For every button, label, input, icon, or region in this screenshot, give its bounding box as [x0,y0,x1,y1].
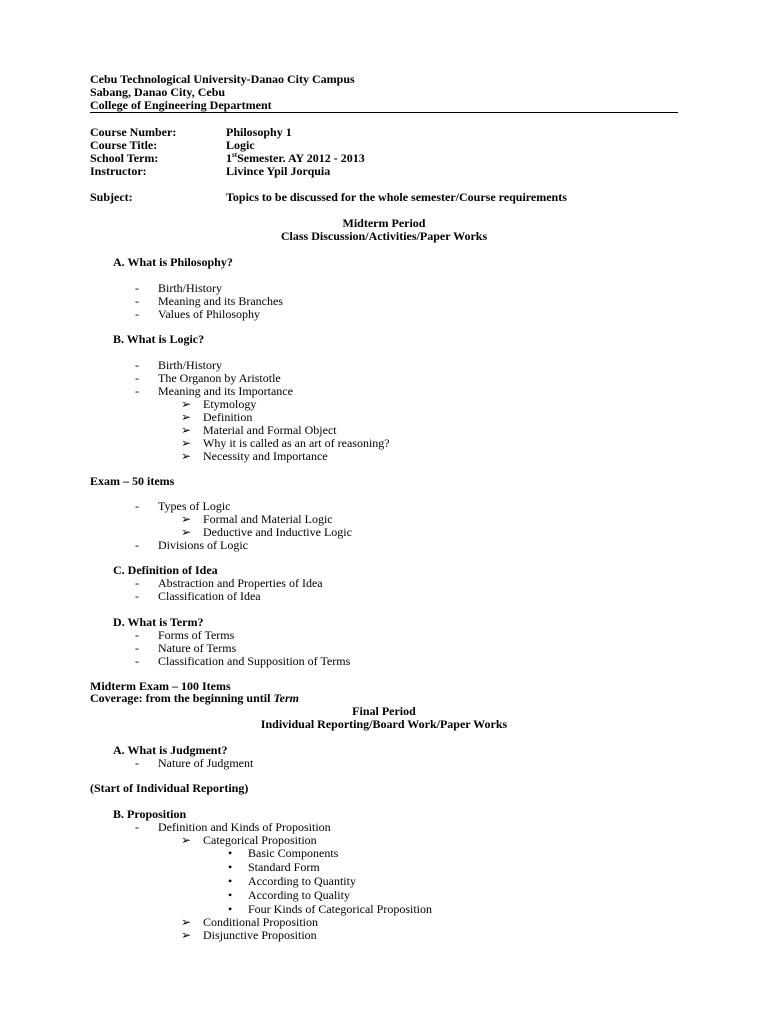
bullet-icon: • [228,902,233,916]
list-dash: - [135,576,139,590]
subject-value: Topics to be discussed for the whole semester/Course requirements [226,190,567,204]
bullet-item: According to Quantity [248,874,356,888]
sub-list-item: Definition [203,410,253,424]
department-name: College of Engineering Department [90,98,272,112]
list-dash: - [135,358,139,372]
final-section-b-heading: B. Proposition [113,807,187,821]
list-item: Values of Philosophy [158,307,260,321]
arrow-icon: ➢ [181,928,192,942]
list-item: Types of Logic [158,499,231,513]
arrow-icon: ➢ [181,915,192,929]
list-item: Classification of Idea [158,589,261,603]
sub-list-item: Material and Formal Object [203,423,337,437]
arrow-icon: ➢ [181,833,192,847]
coverage-note: Coverage: from the beginning until Term [90,691,300,705]
university-name: Cebu Technological University-Danao City Campus [90,72,355,86]
section-b-heading: B. What is Logic? [113,332,205,346]
bullet-item: According to Quality [248,888,350,902]
bullet-item: Standard Form [248,860,320,874]
list-dash: - [135,281,139,295]
list-dash: - [135,307,139,321]
bullet-icon: • [228,874,233,888]
section-a-heading: A. What is Philosophy? [113,255,233,269]
final-heading: Final Period [352,704,416,718]
bullet-icon: • [228,888,233,902]
list-item: Divisions of Logic [158,538,248,552]
header-divider [90,112,678,113]
list-dash: - [135,654,139,668]
sub-list-item: Disjunctive Proposition [203,928,317,942]
midterm-subheading: Class Discussion/Activities/Paper Works [280,229,488,243]
arrow-icon: ➢ [181,410,192,424]
list-item: Nature of Terms [158,641,237,655]
sub-list-item: Why it is called as an art of reasoning? [203,436,390,450]
list-dash: - [135,589,139,603]
list-dash: - [135,641,139,655]
bullet-item: Basic Components [248,846,339,860]
final-section-a-heading: A. What is Judgment? [113,743,228,757]
exam-50-items: Exam – 50 items [90,474,175,488]
list-dash: - [135,499,139,513]
list-item: Classification and Supposition of Terms [158,654,351,668]
arrow-icon: ➢ [181,397,192,411]
list-dash: - [135,538,139,552]
course-title-label: Course Title: [90,138,158,152]
arrow-icon: ➢ [181,525,192,539]
midterm-exam: Midterm Exam – 100 Items [90,679,231,693]
sub-list-item: Necessity and Importance [203,449,328,463]
section-d-heading: D. What is Term? [113,615,204,629]
sub-list-item: Formal and Material Logic [203,512,333,526]
arrow-icon: ➢ [181,423,192,437]
subject-label: Subject: [90,190,133,204]
list-dash: - [135,756,139,770]
sub-list-item: Etymology [203,397,257,411]
course-title-value: Logic [226,138,255,152]
bullet-icon: • [228,846,233,860]
arrow-icon: ➢ [181,512,192,526]
school-term-label: School Term: [90,151,159,165]
final-subheading: Individual Reporting/Board Work/Paper Works [260,717,508,731]
campus-address: Sabang, Danao City, Cebu [90,85,226,99]
arrow-icon: ➢ [181,449,192,463]
section-c-heading: C. Definition of Idea [113,563,218,577]
midterm-heading: Midterm Period [342,216,426,230]
arrow-icon: ➢ [181,436,192,450]
sub-list-item: Conditional Proposition [203,915,319,929]
reporting-start-note: (Start of Individual Reporting) [90,781,249,795]
list-item: Meaning and its Branches [158,294,283,308]
instructor-value: Livince Ypil Jorquia [226,164,331,178]
sub-list-item: Categorical Proposition [203,833,317,847]
course-number-label: Course Number: [90,125,177,139]
list-item: Birth/History [158,358,223,372]
course-number-value: Philosophy 1 [226,125,292,139]
list-dash: - [135,384,139,398]
list-item: Birth/History [158,281,223,295]
list-item: Definition and Kinds of Proposition [158,820,331,834]
bullet-icon: • [228,860,233,874]
list-dash: - [135,628,139,642]
list-dash: - [135,294,139,308]
list-item: Forms of Terms [158,628,235,642]
instructor-label: Instructor: [90,164,147,178]
school-term-value: 1stSemester. AY 2012 - 2013 [226,151,365,165]
list-item: Abstraction and Properties of Idea [158,576,323,590]
list-dash: - [135,820,139,834]
bullet-item: Four Kinds of Categorical Proposition [248,902,432,916]
list-item: Nature of Judgment [158,756,254,770]
list-item: The Organon by Aristotle [158,371,281,385]
sub-list-item: Deductive and Inductive Logic [203,525,352,539]
list-dash: - [135,371,139,385]
list-item: Meaning and its Importance [158,384,293,398]
